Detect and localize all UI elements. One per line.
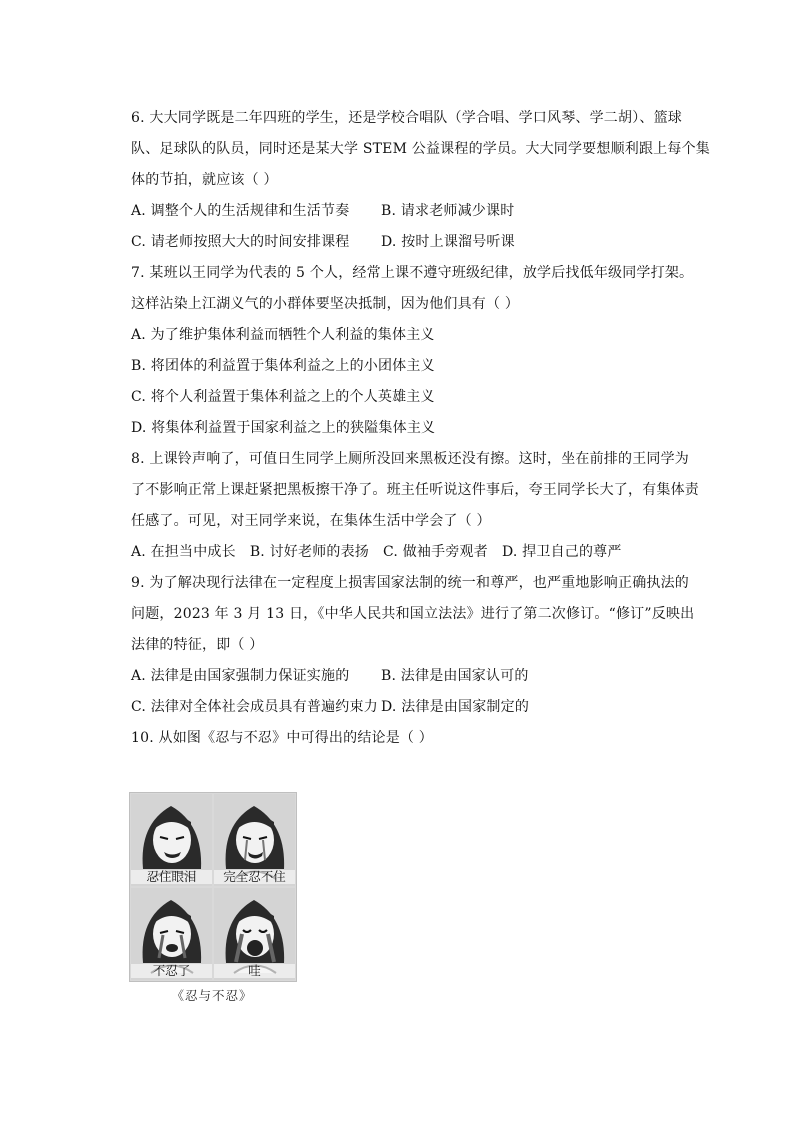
- question-6-options-row-2: [131, 227, 701, 258]
- question-9-options-row-2: [131, 692, 701, 723]
- question-7-option-a: A. 为了维护集体利益而牺牲个人利益的集体主义: [131, 327, 435, 343]
- question-8-option-a: A. 在担当中成长: [131, 544, 236, 560]
- cartoon-panel-3: [131, 888, 212, 980]
- figure-caption: 《忍与不忍》: [171, 988, 253, 1003]
- question-7-option-d: D. 将集体利益置于国家利益之上的狭隘集体主义: [131, 420, 436, 436]
- cartoon-panel-4-label: 哇: [214, 964, 295, 978]
- question-8: [131, 444, 701, 568]
- cartoon-panel-4: [214, 888, 295, 980]
- cartoon-panel-1-label: 忍住眼泪: [131, 870, 212, 884]
- question-6-option-d: D. 按时上课溜号听课: [381, 234, 515, 250]
- question-6-line-3: 体的节拍，就应该（ ）: [131, 172, 278, 188]
- question-list: [131, 103, 710, 754]
- question-9-line-1: 9. 为了解决现行法律在一定程度上损害国家法制的统一和尊严，也严重地影响正确执法的: [131, 575, 690, 591]
- question-7-line-1: 7. 某班以王同学为代表的 5 个人，经常上课不遵守班级纪律，放学后找低年级同学打架。: [131, 265, 694, 281]
- cartoon-panel-1: [131, 794, 212, 886]
- question-6: [131, 103, 710, 258]
- question-9: [131, 568, 701, 723]
- question-9-option-a: A. 法律是由国家强制力保证实施的: [131, 668, 350, 684]
- question-9-option-b: B. 法律是由国家认可的: [381, 668, 529, 684]
- question-6-option-c: C. 请老师按照大大的时间安排课程: [131, 234, 350, 250]
- question-9-line-3: 法律的特征，即（ ）: [131, 637, 264, 653]
- cartoon-panel-2: [214, 794, 295, 886]
- question-7: [131, 258, 701, 444]
- question-8-line-2: 了不影响正常上课赶紧把黑板擦干净了。班主任听说这件事后，夸王同学长大了，有集体责: [131, 482, 699, 498]
- question-8-line-1: 8. 上课铃声响了，可值日生同学上厕所没回来黑板还没有擦。这时，坐在前排的王同学为: [131, 451, 690, 467]
- question-9-line-2: 问题，2023 年 3 月 13 日，《中华人民共和国立法法》进行了第二次修订。“修订”反映出: [131, 606, 695, 622]
- question-9-option-c: C. 法律对全体社会成员具有普遍约束力: [131, 699, 378, 715]
- question-9-options-row-1: [131, 661, 701, 692]
- question-7-option-b: B. 将团体的利益置于集体利益之上的小团体主义: [131, 358, 435, 374]
- cartoon-figure: [129, 792, 295, 1004]
- question-10-line-1: 10. 从如图《忍与不忍》中可得出的结论是（ ）: [131, 730, 433, 746]
- question-7-option-c: C. 将个人利益置于集体利益之上的个人英雄主义: [131, 389, 435, 405]
- question-9-option-d: D. 法律是由国家制定的: [381, 699, 530, 715]
- cartoon-panel-3-label: 不忍了: [131, 964, 212, 978]
- cartoon-panel-2-label: 完全忍不住: [214, 870, 295, 884]
- question-8-option-b: B. 讨好老师的表扬: [249, 544, 370, 560]
- question-6-line-1: 6. 大大同学既是二年四班的学生，还是学校合唱队（学合唱、学口风琴、学二胡）、篮球: [131, 110, 683, 126]
- cartoon-panel-grid: [129, 792, 297, 982]
- question-6-line-2: 队、足球队的队员，同时还是某大学 STEM 公益课程的学员。大大同学要想顺利跟上每个集: [131, 141, 710, 157]
- question-8-options-row: [131, 537, 701, 568]
- question-6-option-a: A. 调整个人的生活规律和生活节奏: [131, 203, 350, 219]
- question-8-option-d: D. 捍卫自己的尊严: [501, 544, 622, 560]
- question-8-line-3: 任感了。可见，对王同学来说，在集体生活中学会了（ ）: [131, 513, 491, 529]
- question-6-options-row-1: [131, 196, 701, 227]
- question-6-option-b: B. 请求老师减少课时: [381, 203, 515, 219]
- question-10: [131, 723, 701, 754]
- question-8-option-c: C. 做袖手旁观者: [383, 544, 488, 560]
- question-7-line-2: 这样沾染上江湖义气的小群体要坚决抵制，因为他们具有（ ）: [131, 296, 520, 312]
